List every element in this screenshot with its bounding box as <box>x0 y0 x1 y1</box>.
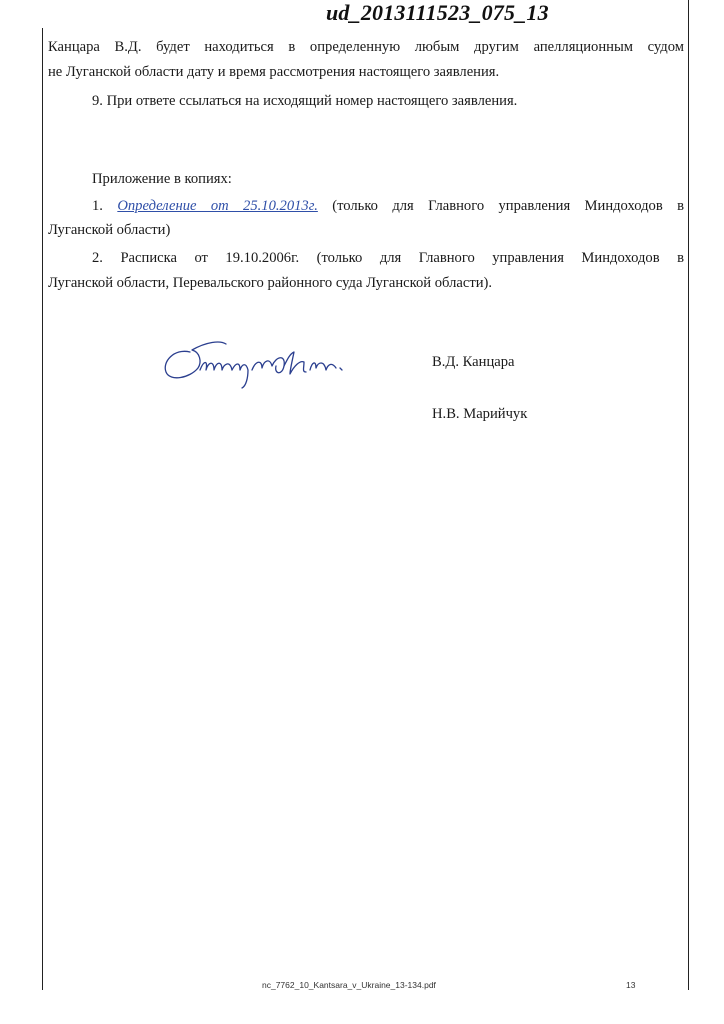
attachment-2-line-1: 2. Расписка от 19.10.2006г. (только для Главного управления Миндоходов в <box>92 250 684 266</box>
footer-page-number: 13 <box>626 980 636 990</box>
footer-filename: nc_7762_10_Kantsara_v_Ukraine_13-134.pdf <box>262 980 436 990</box>
signatory-name-2: Н.В. Марийчук <box>432 406 528 422</box>
item-9: 9. При ответе ссылаться на исходящий номер настоящего заявления. <box>92 93 518 109</box>
attachment-1-text: (только для Главного управления Миндоходов в <box>332 198 684 214</box>
left-page-border <box>42 28 43 990</box>
signatory-name-1: В.Д. Канцара <box>432 354 515 370</box>
attachment-2-line-2: Луганской области, Перевальского районного суда Луганской области). <box>48 275 493 291</box>
body-line-1: Канцара В.Д. будет находиться в определенную любым другим апелляционным судом <box>48 39 684 55</box>
body-line-2: не Луганской области дату и время рассмотрения настоящего заявления. <box>48 64 500 80</box>
attachments-heading: Приложение в копиях: <box>92 171 232 187</box>
document-id-header: ud_2013111523_075_13 <box>326 0 549 25</box>
handwritten-signature <box>160 330 380 390</box>
attachment-1-line-2: Луганской области) <box>48 222 171 238</box>
attachment-1-link[interactable]: Определение от 25.10.2013г. <box>117 198 318 214</box>
attachment-1-line-1 <box>48 194 684 218</box>
right-page-border <box>688 0 689 990</box>
attachment-1-number: 1. <box>92 198 103 214</box>
